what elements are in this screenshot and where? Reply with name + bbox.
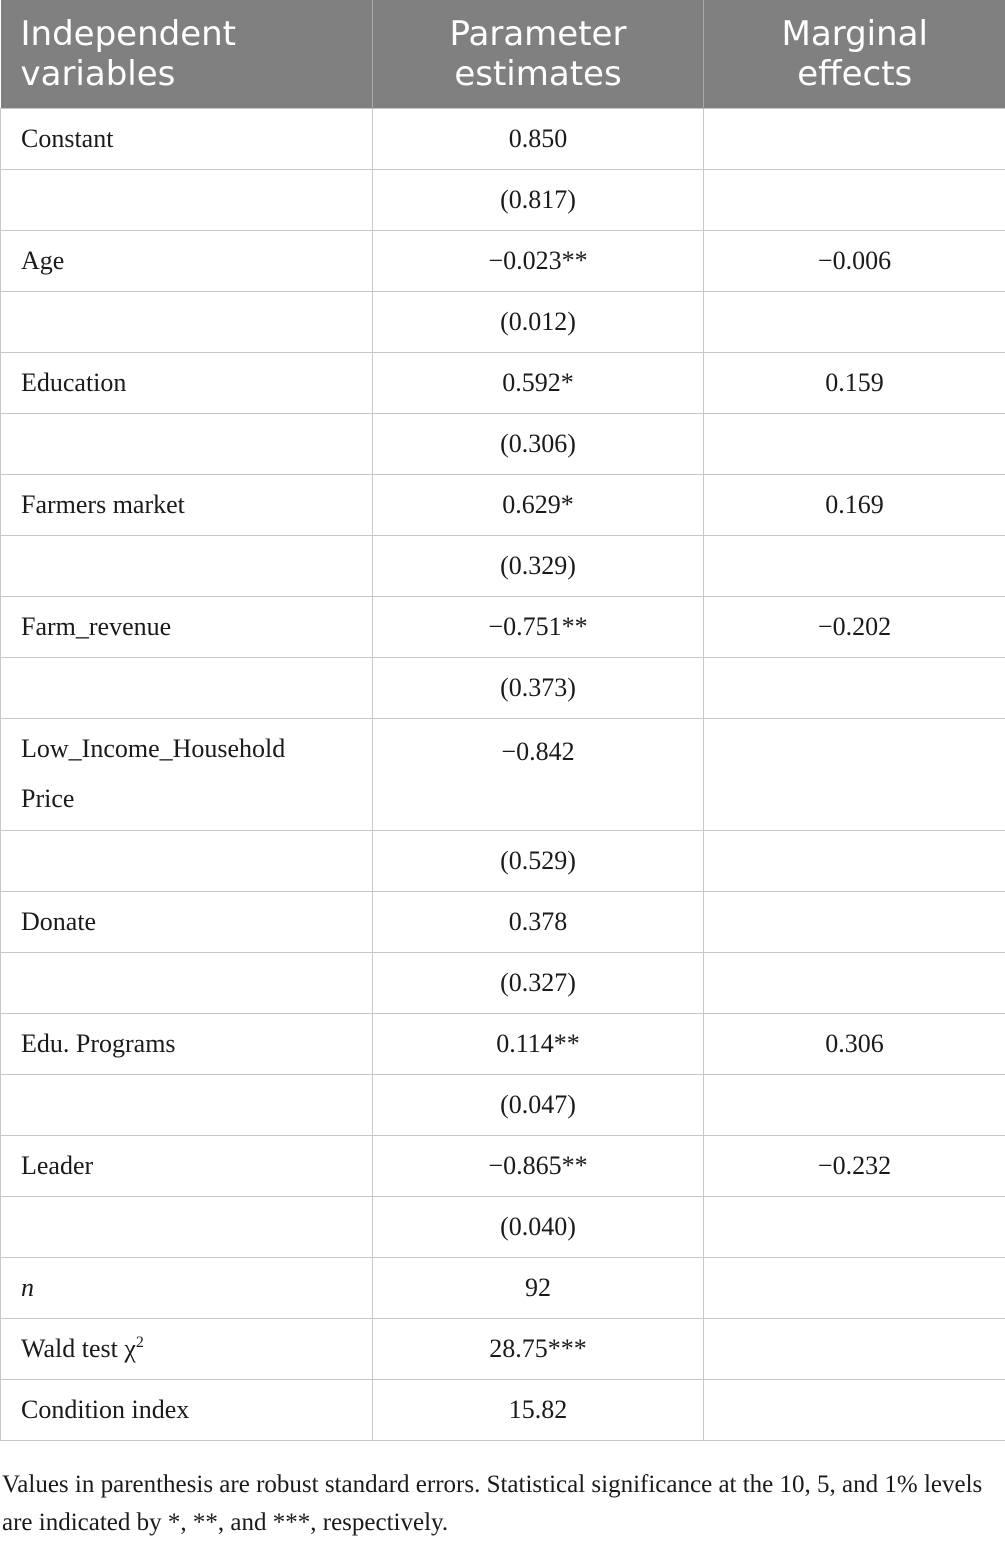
variable-line: Low_Income_Household [21, 734, 286, 763]
estimate-cell: −0.023** [373, 230, 704, 291]
marginal-cell [704, 657, 1005, 718]
estimate-cell: 0.629* [373, 474, 704, 535]
variable-cell [1, 291, 373, 352]
estimate-cell: (0.373) [373, 657, 704, 718]
variable-cell [1, 952, 373, 1013]
variable-cell: n [1, 1257, 373, 1318]
marginal-cell [704, 1379, 1005, 1440]
table-row [1, 657, 1005, 718]
marginal-cell [704, 718, 1005, 830]
table-row [1, 1074, 1005, 1135]
marginal-cell: 0.159 [704, 352, 1005, 413]
estimate-cell: (0.529) [373, 830, 704, 891]
header-row [1, 0, 1005, 108]
marginal-cell [704, 1074, 1005, 1135]
estimate-cell: (0.817) [373, 169, 704, 230]
table-row [1, 891, 1005, 952]
estimate-cell: 0.114** [373, 1013, 704, 1074]
marginal-cell: −0.006 [704, 230, 1005, 291]
variable-cell: Condition index [1, 1379, 373, 1440]
superscript: 2 [135, 1333, 144, 1351]
table-row [1, 952, 1005, 1013]
header-independent-variables [1, 0, 373, 108]
variable-cell: Constant [1, 108, 373, 169]
estimate-cell: (0.047) [373, 1074, 704, 1135]
marginal-cell: −0.232 [704, 1135, 1005, 1196]
estimate-cell: (0.306) [373, 413, 704, 474]
table-row [1, 291, 1005, 352]
variable-cell: Age [1, 230, 373, 291]
table-row [1, 108, 1005, 169]
marginal-cell [704, 891, 1005, 952]
table-row [1, 718, 1005, 830]
variable-cell: Education [1, 352, 373, 413]
estimate-cell: −0.842 [373, 718, 704, 830]
table-header [1, 0, 1005, 108]
estimate-cell: 28.75*** [373, 1318, 704, 1379]
estimate-cell: (0.327) [373, 952, 704, 1013]
variable-cell: Farmers market [1, 474, 373, 535]
header-line: effects [797, 53, 913, 94]
estimate-cell: −0.751** [373, 596, 704, 657]
estimate-cell: 0.592* [373, 352, 704, 413]
table-row [1, 830, 1005, 891]
estimate-cell: (0.012) [373, 291, 704, 352]
marginal-cell: 0.169 [704, 474, 1005, 535]
marginal-cell: −0.202 [704, 596, 1005, 657]
marginal-cell [704, 1318, 1005, 1379]
table-row [1, 596, 1005, 657]
variable-cell [1, 718, 373, 830]
variable-line: Price [21, 784, 75, 813]
header-line: estimates [454, 53, 622, 94]
estimate-cell: −0.865** [373, 1135, 704, 1196]
table-row [1, 1196, 1005, 1257]
estimate-cell: 0.850 [373, 108, 704, 169]
table-row [1, 1257, 1005, 1318]
header-line: variables [20, 53, 176, 94]
variable-cell [1, 413, 373, 474]
marginal-cell [704, 108, 1005, 169]
variable-cell: Farm_revenue [1, 596, 373, 657]
estimate-cell: (0.040) [373, 1196, 704, 1257]
variable-text: Wald test χ [21, 1333, 136, 1363]
variable-cell [1, 535, 373, 596]
variable-cell [1, 1196, 373, 1257]
table-body [1, 108, 1005, 1440]
marginal-cell [704, 535, 1005, 596]
marginal-cell [704, 1196, 1005, 1257]
marginal-cell [704, 291, 1005, 352]
variable-cell: Donate [1, 891, 373, 952]
table-row [1, 535, 1005, 596]
table-row [1, 352, 1005, 413]
marginal-cell [704, 413, 1005, 474]
header-marginal-effects [704, 0, 1005, 108]
table-row [1, 1013, 1005, 1074]
variable-cell: Leader [1, 1135, 373, 1196]
table-row [1, 474, 1005, 535]
variable-cell [1, 1318, 373, 1379]
table-row [1, 1379, 1005, 1440]
header-parameter-estimates [373, 0, 704, 108]
table-row [1, 230, 1005, 291]
marginal-cell [704, 1257, 1005, 1318]
table-footnote: Values in parenthesis are robust standard errors. Statistical significance at the 10, 5, and 1% levels are indicated by *, **, and ***, respectively. [2, 1471, 983, 1536]
marginal-cell [704, 169, 1005, 230]
variable-cell [1, 169, 373, 230]
table-row [1, 1135, 1005, 1196]
marginal-cell [704, 952, 1005, 1013]
variable-cell [1, 657, 373, 718]
header-line: Marginal [781, 13, 928, 54]
estimate-cell: 92 [373, 1257, 704, 1318]
marginal-cell [704, 830, 1005, 891]
estimate-cell: 0.378 [373, 891, 704, 952]
variable-cell: Edu. Programs [1, 1013, 373, 1074]
marginal-cell: 0.306 [704, 1013, 1005, 1074]
table-row [1, 169, 1005, 230]
header-line: Independent [20, 13, 237, 54]
table-row [1, 1318, 1005, 1379]
variable-cell [1, 1074, 373, 1135]
variable-cell [1, 830, 373, 891]
estimate-cell: 15.82 [373, 1379, 704, 1440]
header-line: Parameter [449, 13, 627, 54]
table-row [1, 413, 1005, 474]
estimate-cell: (0.329) [373, 535, 704, 596]
